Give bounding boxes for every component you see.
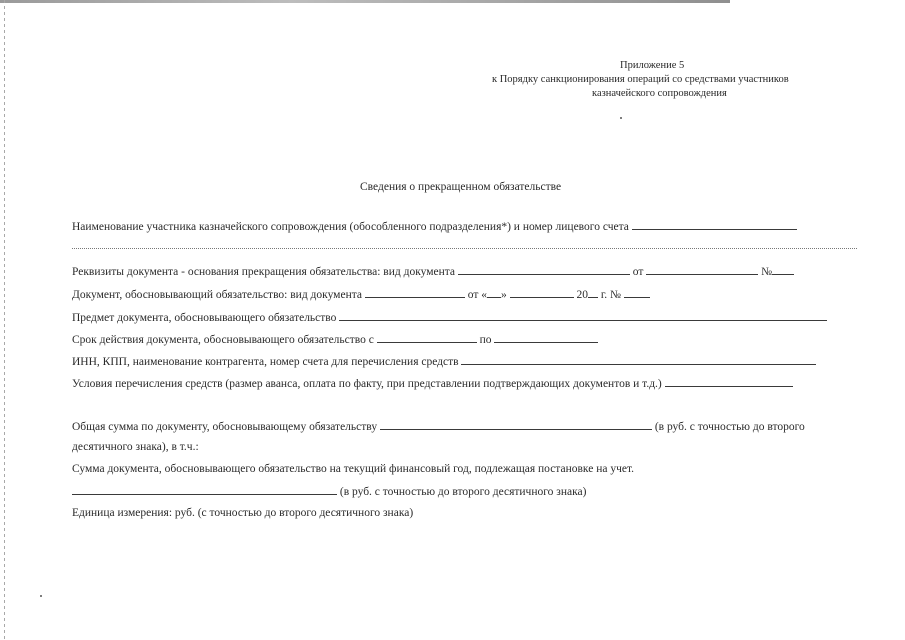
current-year-sum-row: [72, 483, 586, 499]
participant-continuation-line: [72, 248, 857, 249]
current-year-sum-blank[interactable]: [72, 483, 337, 495]
subject-label: Предмет документа, обосновывающего обязательство: [72, 312, 337, 324]
termination-doc-date-blank[interactable]: [646, 263, 758, 275]
scan-speck: [40, 595, 42, 597]
participant-label: Наименование участника казначейского сопровождения (обособленного подразделения*) и номер лицевого счета: [72, 221, 629, 233]
scan-speck: [620, 117, 622, 119]
validity-to-blank[interactable]: [494, 331, 598, 343]
basis-doc-from-label: от «: [467, 289, 487, 301]
termination-doc-label: Реквизиты документа - основания прекращения обязательства: вид документа: [72, 266, 456, 278]
total-sum-note: (в руб. с точностью до второго: [654, 421, 805, 433]
scan-edge-left: [4, 0, 5, 640]
unit-of-measure: Единица измерения: руб. (с точностью до второго десятичного знака): [72, 507, 414, 519]
total-sum-blank[interactable]: [380, 418, 652, 430]
contractor-blank[interactable]: [461, 353, 816, 365]
total-sum-note-continuation: десятичного знака), в т.ч.:: [72, 441, 199, 453]
document-title: Сведения о прекращенном обязательстве: [360, 181, 562, 193]
appendix-number: Приложение 5: [620, 60, 685, 71]
appendix-line-1: к Порядку санкционирования операций со средствами участников: [492, 74, 789, 85]
basis-doc-type-blank[interactable]: [365, 286, 465, 298]
current-year-sum-note: (в руб. с точностью до второго десятичного знака): [339, 486, 587, 498]
appendix-line-2: казначейского сопровождения: [592, 88, 727, 99]
termination-doc-number-blank[interactable]: [772, 263, 794, 275]
basis-doc-label: Документ, обосновывающий обязательство: вид документа: [72, 289, 362, 301]
current-year-sum-label: Сумма документа, обосновывающего обязательство на текущий финансовый год, подлежащая постановке на учет.: [72, 463, 634, 475]
validity-label: Срок действия документа, обосновывающего обязательство с: [72, 334, 374, 346]
contractor-row: [72, 353, 816, 369]
basis-doc-number-blank[interactable]: [624, 286, 650, 298]
basis-doc-row: [72, 286, 650, 302]
subject-row: [72, 309, 827, 325]
basis-doc-day-blank[interactable]: [487, 286, 501, 298]
conditions-label: Условия перечисления средств (размер аванса, оплата по факту, при представлении подтверждающих документов и т.д.): [72, 378, 662, 390]
basis-doc-number-label: г. №: [600, 289, 622, 301]
subject-blank[interactable]: [339, 309, 827, 321]
total-sum-row: [72, 418, 805, 434]
termination-doc-from-label: от: [632, 266, 644, 278]
termination-doc-type-blank[interactable]: [458, 263, 630, 275]
termination-doc-row: [72, 263, 794, 279]
scan-edge-top: [0, 0, 730, 3]
conditions-row: [72, 375, 793, 391]
validity-from-blank[interactable]: [377, 331, 477, 343]
contractor-label: ИНН, КПП, наименование контрагента, номер счета для перечисления средств: [72, 356, 459, 368]
validity-row: [72, 331, 598, 347]
basis-doc-month-blank[interactable]: [510, 286, 574, 298]
total-sum-label: Общая сумма по документу, обосновывающему обязательству: [72, 421, 378, 433]
termination-doc-number-label: №: [761, 266, 773, 278]
participant-row: [72, 218, 797, 234]
basis-doc-year-label: 20: [576, 289, 588, 301]
conditions-blank[interactable]: [665, 375, 793, 387]
basis-doc-quote: »: [501, 289, 507, 301]
basis-doc-year-blank[interactable]: [588, 286, 598, 298]
validity-to-label: по: [479, 334, 492, 346]
participant-blank[interactable]: [632, 218, 797, 230]
